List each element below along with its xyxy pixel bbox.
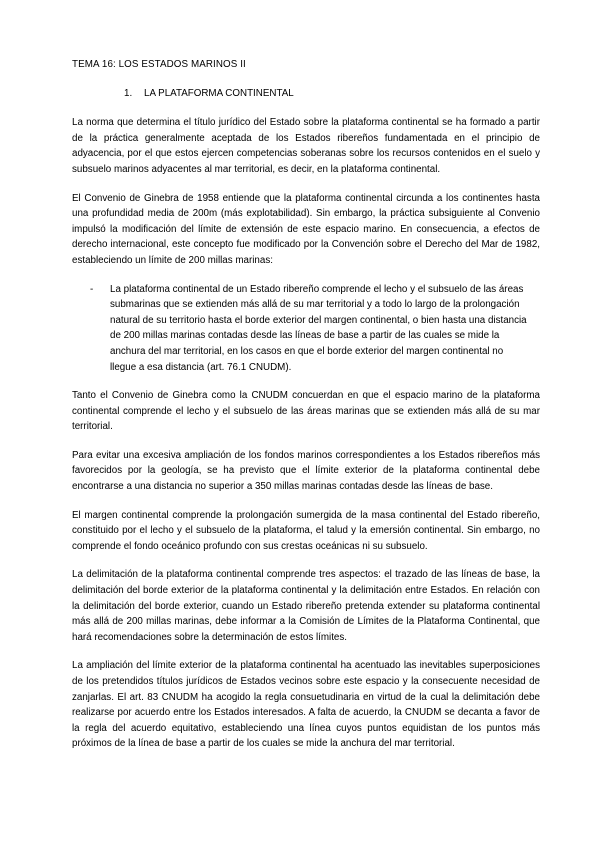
section-number: 1. [124, 87, 133, 99]
paragraph-ampliacion: La ampliación del límite exterior de la plataforma continental ha acentuado las inevitables superposiciones de los pretendidos títulos jurídicos de Estados vecinos sobre este espacio y la consecuente necesidad de zanjarlas. El art. 83 CNUDM ha acogido la regla consuetudinaria en virtud de la cual la delimitación debe realizarse por acuerdo entre los Estados interesados. A falta de acuerdo, la CNUDM se decanta a favor de la regla del acuerdo equitativo, estableciendo una línea cuyos puntos equidistan de los puntos más próximos de la línea de base a partir de los cuales se mide la anchura del mar territorial. [72, 660, 540, 750]
paragraph-convenio-ginebra: El Convenio de Ginebra de 1958 entiende que la plataforma continental circunda a los continentes hasta una profundidad media de 200m (más explotabilidad). Sin embargo, la práctica subsiguiente al Convenio impulsó la modificación del límite de extensión de este espacio marino. En consecuencia, a efectos de derecho internacional, este concepto fue modificado por la Convención sobre el Derecho del Mar de 1982, estableciendo un límite de 200 millas marinas: [72, 192, 540, 266]
section-title: LA PLATAFORMA CONTINENTAL [144, 87, 294, 99]
paragraph-limite-350: Para evitar una excesiva ampliación de los fondos marinos correspondientes a los Estados ribereños más favorecidos por la geología, se ha previsto que el límite exterior de la plataforma continental debe encontrarse a una distancia no superior a 350 millas marinas contadas desde las líneas de base. [72, 449, 540, 493]
list-item [72, 282, 540, 376]
paragraph-adyacencia: La norma que determina el título jurídico del Estado sobre la plataforma continental se ha formado a partir de la práctica generalmente aceptada de los Estados ribereños fundamentada en el principio de adyacencia, por el que estos ejercen competencias soberanas sobre los recursos contenidos en el suelo y subsuelo marinos adyacentes al mar territorial, es decir, en la plataforma continental. [72, 117, 540, 175]
paragraph-concordancia: Tanto el Convenio de Ginebra como la CNUDM concuerdan en que el espacio marino de la plataforma continental comprende el lecho y el subsuelo de las áreas marinas que se extienden más allá de su mar territorial. [72, 390, 540, 433]
paragraph-margen-continental: El margen continental comprende la prolongación sumergida de la masa continental del Estado ribereño, constituido por el lecho y el subsuelo de la plataforma, el talud y la emersión continental. Sin embargo, no comprende el fondo oceánico profundo con sus crestas oceánicas ni su subsuelo. [72, 509, 540, 552]
paragraph-delimitacion: La delimitación de la plataforma continental comprende tres aspectos: el trazado de las líneas de base, la delimitación del borde exterior de la plataforma continental y la delimitación entre Estados. En relación con la delimitación del borde exterior, cuando un Estado ribereño pretenda extender su plataforma continental más allá de 200 millas marinas, debe informar a la Comisión de Límites de la Plataforma Continental, que hará recomendaciones sobre la determinación de estos límites. [72, 569, 540, 643]
list-item-text: La plataforma continental de un Estado ribereño comprende el lecho y el subsuelo de las áreas submarinas que se extienden más allá de su mar territorial y a todo lo largo de la prolongación natural de su territorio hasta el borde exterior del margen continental, o bien hasta una distancia de 200 millas marinas contadas desde las líneas de base a partir de las cuales se mide la anchura del mar territorial, en los casos en que el borde exterior del margen continental no llegue a esa distancia (art. 76.1 CNUDM). [110, 283, 527, 373]
list-bullet: - [90, 283, 94, 295]
definition-list [72, 282, 540, 376]
section-heading [72, 86, 540, 102]
document-title: TEMA 16: LOS ESTADOS MARINOS II [72, 59, 246, 70]
